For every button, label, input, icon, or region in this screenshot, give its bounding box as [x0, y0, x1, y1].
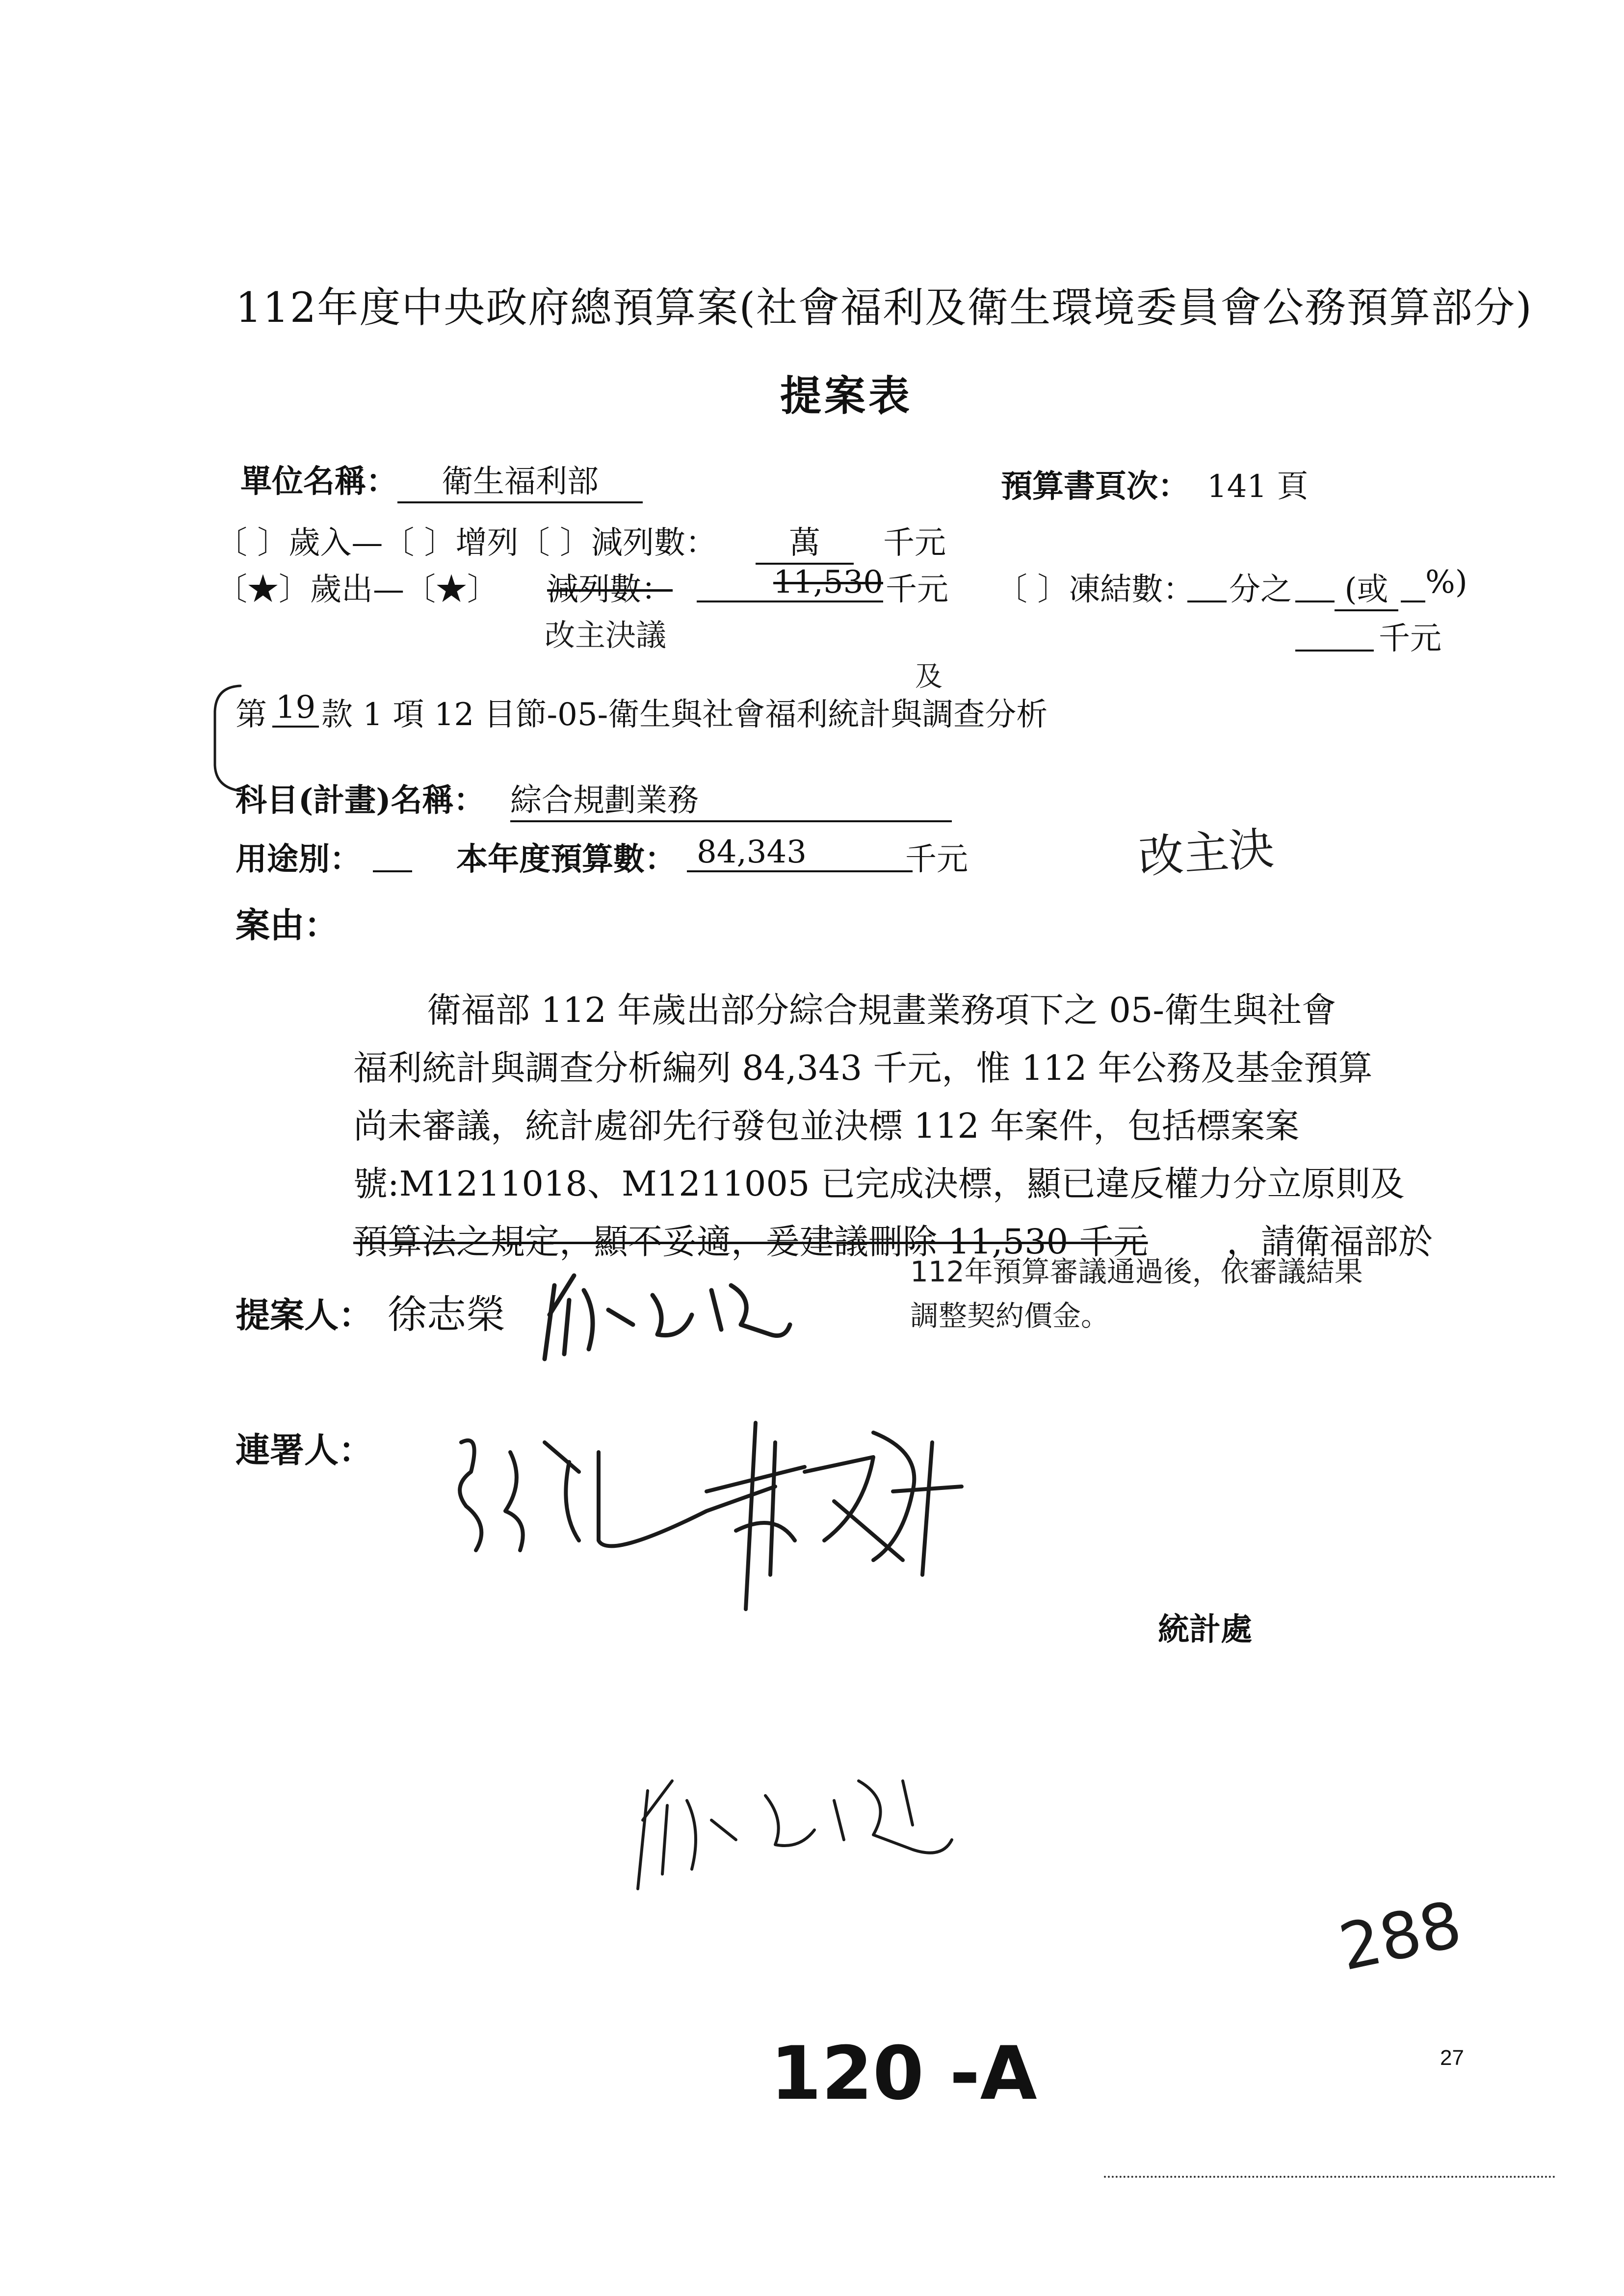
- freeze-fraction: 分之: [1229, 572, 1292, 608]
- unit-value: 衛生福利部: [397, 456, 643, 503]
- case-line-3: 尚未審議，統計處卻先行發包並決標 112 年案件，包括標案案: [353, 1106, 1300, 1146]
- case-number: 120 -A: [770, 2031, 1037, 2116]
- cosigner-signature: [432, 1413, 1001, 1619]
- budget-page-value: 141 頁: [1207, 469, 1309, 505]
- freeze-blank-2: [1295, 564, 1335, 602]
- case-struck-line: 預算法之規定，顯不妥適，爰建議刪除 11,530 千元: [353, 1222, 1148, 1262]
- expense-prefix: 〔★〕歲出—〔★〕: [216, 572, 498, 608]
- item-prefix: 第: [236, 697, 267, 733]
- proposer-label: 提案人：: [236, 1295, 373, 1335]
- freeze-blank-3: [1401, 564, 1425, 602]
- unit-label: 單位名稱：: [240, 463, 397, 500]
- budget-page-label: 預算書頁次：: [1001, 468, 1189, 505]
- budget-amount-value: 84,343: [687, 834, 913, 872]
- usage-blank: [373, 834, 412, 872]
- document-title: 112年度中央政府總預算案(社會福利及衛生環境委員會公務預算部分): [236, 284, 1533, 332]
- case-line-2: 福利統計與調查分析編列 84,343 千元，惟 112 年公務及基金預算: [353, 1048, 1373, 1088]
- case-handwritten-line-2: 調整契約價金。: [910, 1299, 1110, 1332]
- department-label: 統計處: [1158, 1611, 1252, 1648]
- handwritten-number: 288: [1333, 1886, 1468, 1985]
- freeze-percent: (或: [1335, 564, 1398, 611]
- subject-label: 科目(計畫)名稱：: [236, 782, 485, 819]
- bottom-dotted-line: [1104, 2176, 1555, 2178]
- case-line-4: 號:M1211018、M1211005 已完成決標，顯已違反權力分立原則及: [353, 1164, 1405, 1204]
- case-label: 案由：: [236, 905, 339, 945]
- freeze-percent-unit: %): [1425, 564, 1467, 600]
- document-subtitle: 提案表: [780, 371, 913, 420]
- freeze-label: 〔 〕凍結數：: [996, 572, 1195, 608]
- freeze-unit-blank: [1295, 613, 1374, 652]
- faint-signature: [628, 1751, 981, 1899]
- freeze-blank-1: [1187, 564, 1227, 602]
- usage-handwritten-note: 改主決: [1137, 822, 1276, 884]
- proposer-name: 徐志榮: [388, 1292, 505, 1337]
- case-handwritten-line-1: 112年預算審議通過後，依審議結果: [910, 1255, 1363, 1288]
- item-handwritten-insert: 及: [915, 661, 943, 693]
- subject-value: 綜合規劃業務: [510, 775, 952, 822]
- proposer-signature: [535, 1256, 810, 1369]
- expense-struck-value: 11,530: [697, 564, 883, 602]
- revenue-blank: 萬: [756, 518, 854, 565]
- item-kuan: 19: [272, 689, 319, 728]
- usage-label: 用途別：: [236, 841, 361, 878]
- item-text: 款 1 項 12 目節-05-衛生與社會福利統計與調查分析: [321, 697, 1048, 733]
- revenue-row-text: 〔 〕歲入—〔 〕增列〔 〕減列數：: [216, 525, 717, 561]
- freeze-unit: 千元: [1379, 621, 1441, 657]
- case-struck-tail: ，請衛福部於: [1227, 1222, 1433, 1262]
- expense-unit: 千元: [886, 572, 948, 608]
- expense-struck-label: 減列數：: [547, 572, 673, 608]
- revenue-unit: 千元: [883, 525, 946, 561]
- budget-amount-unit: 千元: [905, 841, 968, 878]
- budget-amount-label: 本年度預算數：: [456, 841, 676, 878]
- page-number: 27: [1440, 2046, 1464, 2070]
- case-line-1: 衛福部 112 年歲出部分綜合規畫業務項下之 05-衛生與社會: [427, 990, 1336, 1030]
- expense-handwritten-note: 改主決議: [545, 617, 667, 653]
- cosigner-label: 連署人：: [236, 1430, 373, 1470]
